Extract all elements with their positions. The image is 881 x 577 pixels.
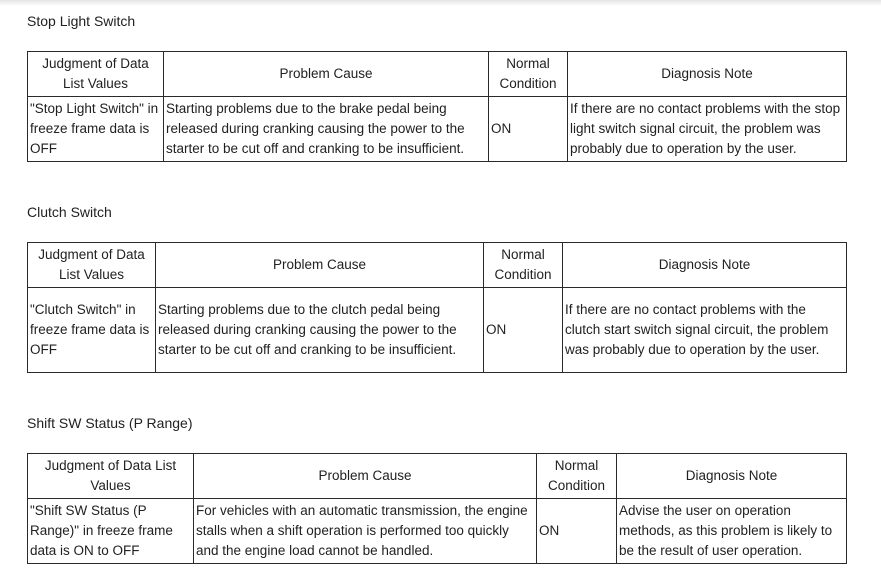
section-title-clutch-switch: Clutch Switch xyxy=(27,204,112,220)
header-diagnosis-note: Diagnosis Note xyxy=(563,243,847,288)
cell-diagnosis-note: If there are no contact problems with the clutch start switch signal circuit, the problem was probably due to operation by the user. xyxy=(563,288,847,373)
cell-problem-cause: For vehicles with an automatic transmission, the engine stalls when a shift operation is performed too quickly and the engine load cannot be handled. xyxy=(194,499,537,564)
table-header-row xyxy=(28,454,847,499)
header-diagnosis-note: Diagnosis Note xyxy=(617,454,847,499)
table-row xyxy=(28,97,847,162)
cell-judgment: "Clutch Switch" in freeze frame data is OFF xyxy=(28,288,156,373)
header-diagnosis-note: Diagnosis Note xyxy=(568,52,847,97)
shift-sw-status-table xyxy=(27,453,847,564)
stop-light-switch-table xyxy=(27,51,847,162)
header-problem-cause: Problem Cause xyxy=(164,52,489,97)
header-judgment: Judgment of Data List Values xyxy=(28,52,164,97)
cell-problem-cause: Starting problems due to the brake pedal being released during cranking causing the power to the starter to be cut off and cranking to be insufficient. xyxy=(164,97,489,162)
header-normal-condition: Normal Condition xyxy=(489,52,568,97)
header-problem-cause: Problem Cause xyxy=(194,454,537,499)
cell-normal-condition: ON xyxy=(484,288,563,373)
table-row xyxy=(28,499,847,564)
cell-normal-condition: ON xyxy=(537,499,617,564)
cell-diagnosis-note: If there are no contact problems with the stop light switch signal circuit, the problem was probably due to operation by the user. xyxy=(568,97,847,162)
header-normal-condition: Normal Condition xyxy=(537,454,617,499)
table-row xyxy=(28,288,847,373)
cell-judgment: "Stop Light Switch" in freeze frame data is OFF xyxy=(28,97,164,162)
header-problem-cause: Problem Cause xyxy=(156,243,484,288)
section-title-stop-light-switch: Stop Light Switch xyxy=(27,13,136,29)
clutch-switch-table xyxy=(27,242,847,373)
table-header-row xyxy=(28,243,847,288)
section-title-shift-sw-status: Shift SW Status (P Range) xyxy=(27,415,193,431)
header-judgment: Judgment of Data List Values xyxy=(28,454,194,499)
header-normal-condition: Normal Condition xyxy=(484,243,563,288)
cell-judgment: "Shift SW Status (P Range)" in freeze frame data is ON to OFF xyxy=(28,499,194,564)
table-header-row xyxy=(28,52,847,97)
header-judgment: Judgment of Data List Values xyxy=(28,243,156,288)
top-edge-shadow xyxy=(0,0,881,6)
cell-normal-condition: ON xyxy=(489,97,568,162)
cell-diagnosis-note: Advise the user on operation methods, as this problem is likely to be the result of user operation. xyxy=(617,499,847,564)
cell-problem-cause: Starting problems due to the clutch pedal being released during cranking causing the power to the starter to be cut off and cranking to be insufficient. xyxy=(156,288,484,373)
